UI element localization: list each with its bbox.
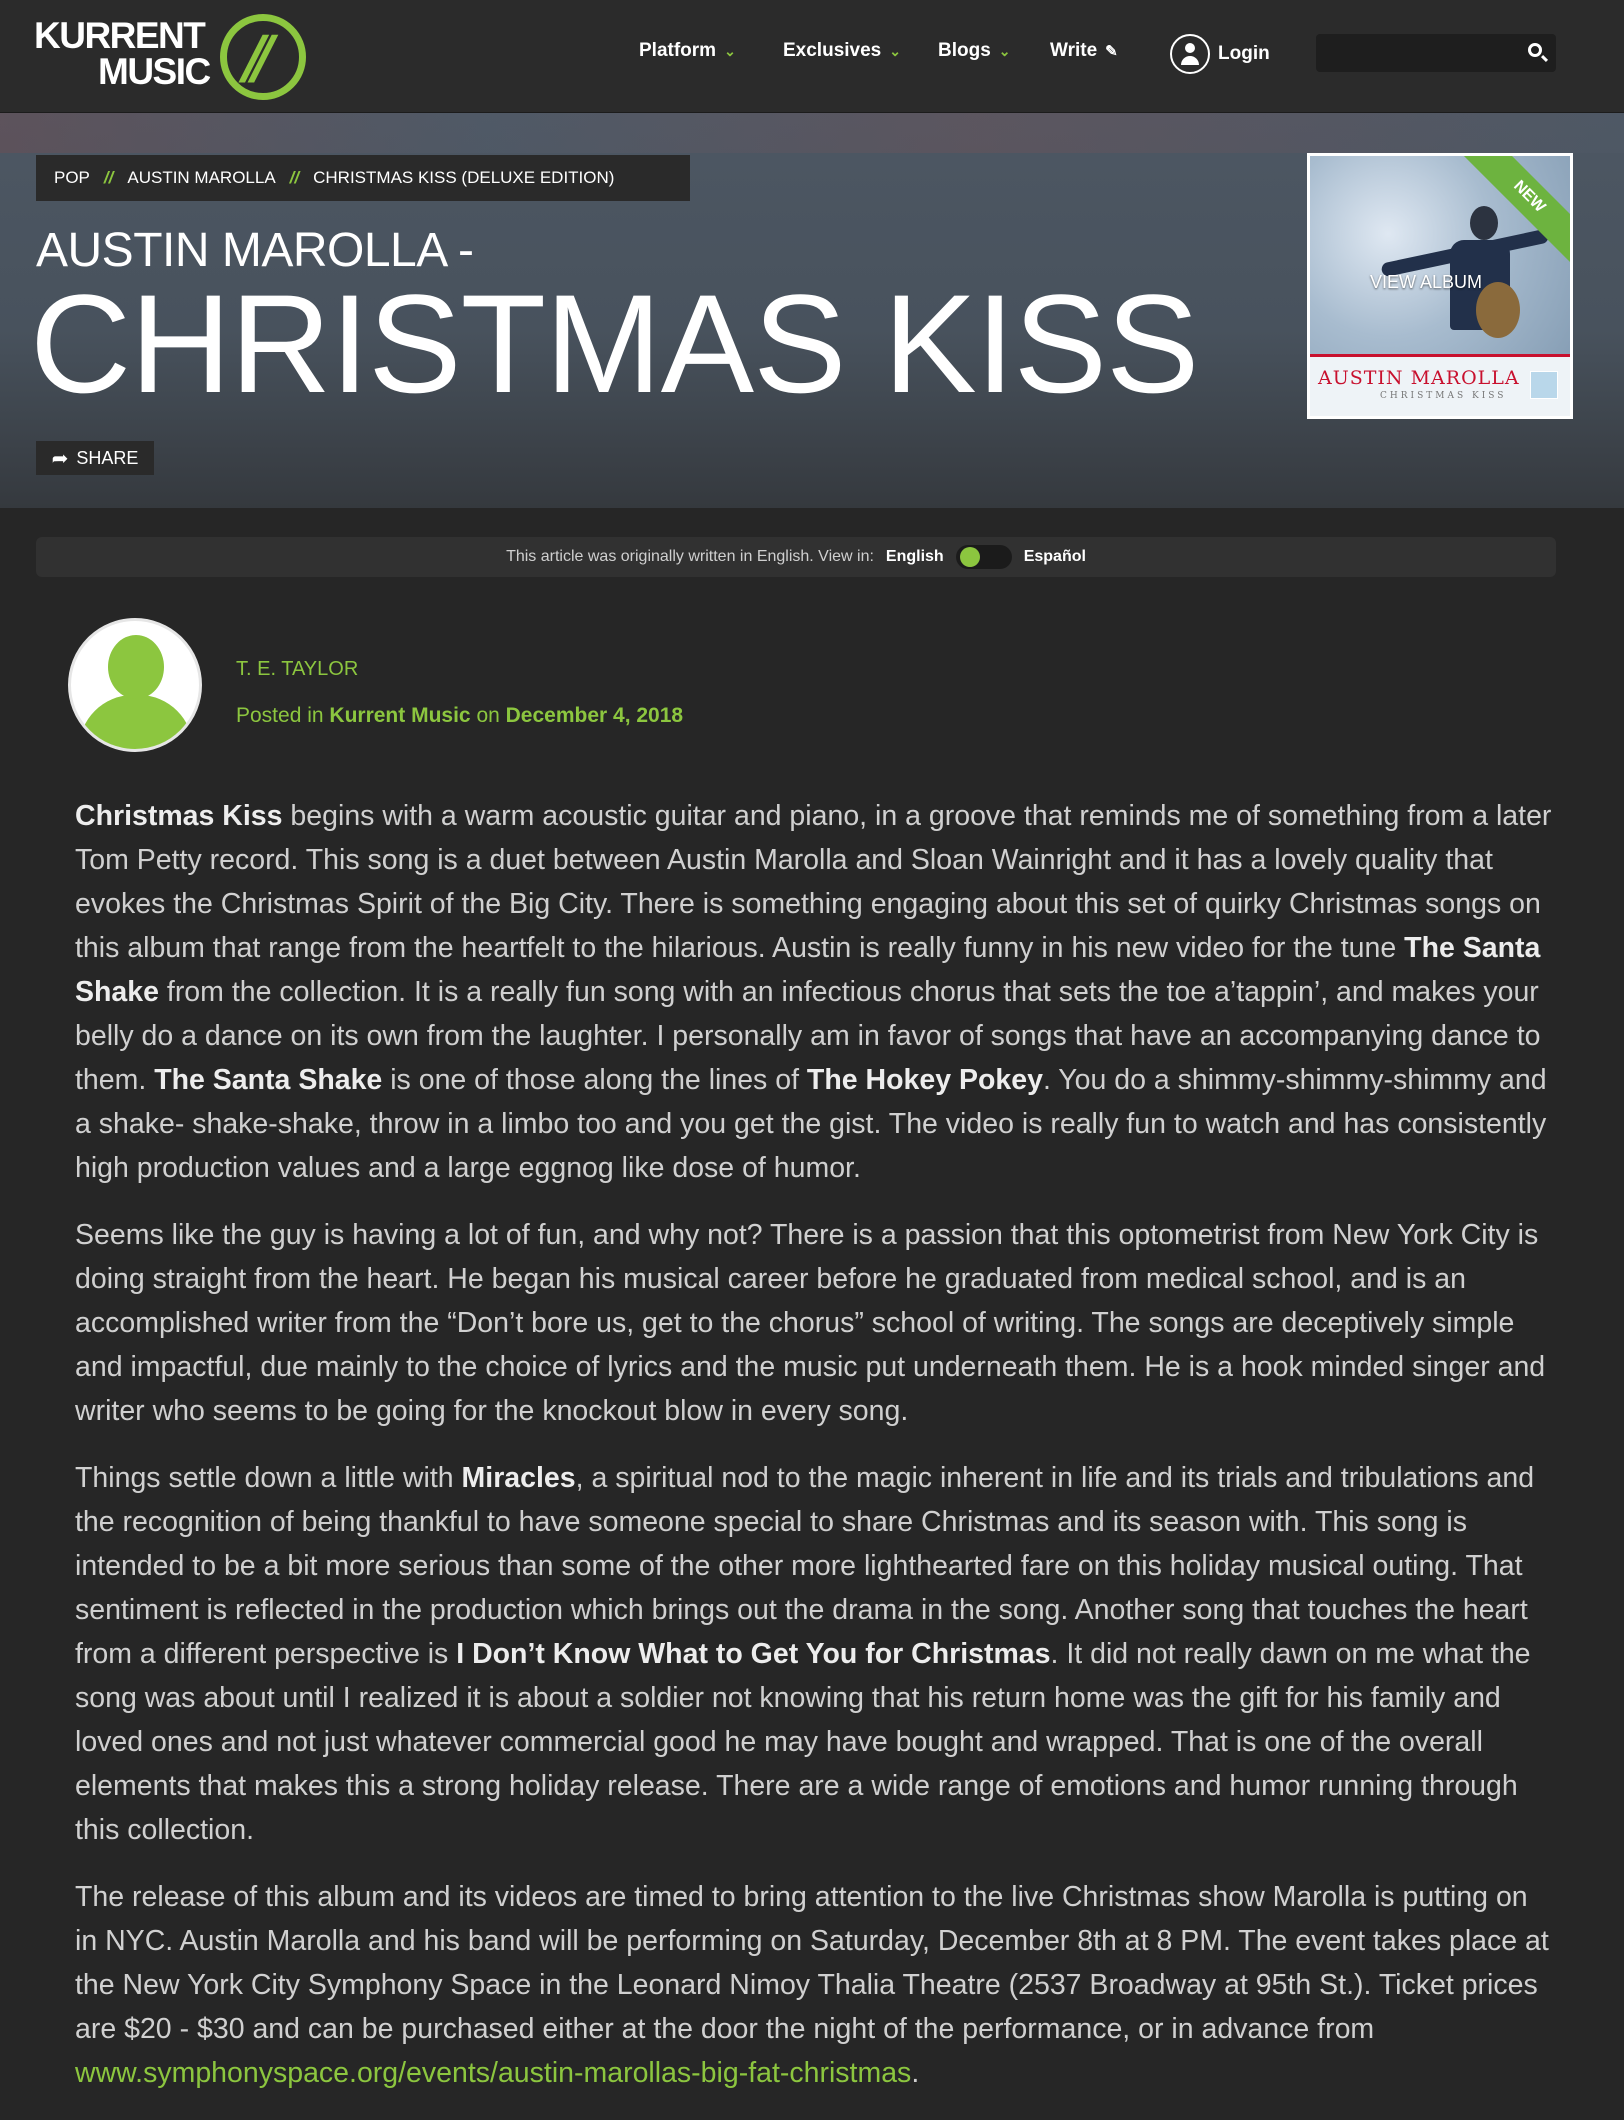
article-body xyxy=(75,794,1555,2118)
gift-icon xyxy=(1530,371,1558,399)
article-paragraph-3 xyxy=(75,1456,1555,1852)
breadcrumb-artist[interactable]: AUSTIN MAROLLA xyxy=(127,168,276,187)
nav-blogs[interactable] xyxy=(938,40,1011,62)
language-toggle[interactable] xyxy=(956,545,1012,569)
view-album-link[interactable]: VIEW ALBUM xyxy=(1370,272,1483,292)
language-bar xyxy=(36,537,1556,577)
share-label: SHARE xyxy=(76,447,139,468)
share-button[interactable] xyxy=(36,441,154,475)
paragraph-text: The release of this album and its videos are timed to bring attention to the live Christmas show Marolla is putting on in NYC. Austin Marolla and his band will be performing on Saturday, December 8th at 8 PM. The event takes place at the New York City Symphony Space in the Leonard Nimoy Thalia Theatre (2537 Broadway at 95th St.). Ticket prices are $20 - $30 and can be purchased either at the door the night of the performance, or in advance from xyxy=(75,1881,1549,2045)
post-date: December 4, 2018 xyxy=(505,704,684,727)
article-paragraph-2: Seems like the guy is having a lot of fun, and why not? There is a passion that this optometrist from New York City is doing straight from the heart. He began his musical career before he graduated from medical school, and is an accomplished writer from the “Don’t bore us, get to the chorus” school of writing. The songs are deceptively simple and impactful, due mainly to the choice of lyrics and the music put underneath them. He is a hook minded singer and writer who seems to be going for the knockout blow in every song. xyxy=(75,1219,1546,1427)
breadcrumb-separator: // xyxy=(289,168,300,187)
pencil-icon: ✎ xyxy=(1105,43,1118,60)
nav-write[interactable] xyxy=(1050,40,1118,62)
post-meta xyxy=(236,704,683,728)
category-link[interactable]: Kurrent Music xyxy=(329,704,471,727)
breadcrumb xyxy=(36,155,690,201)
new-badge: NEW xyxy=(1457,153,1573,269)
nav-exclusives[interactable] xyxy=(783,40,901,62)
search-box xyxy=(1316,34,1556,72)
logo-mark-text: // xyxy=(244,23,263,91)
kurrent-music-logo[interactable] xyxy=(34,14,306,100)
paragraph-text: . You do a shimmy-shimmy-shimmy and a shake- shake-shake, throw in a limbo too and you get the gist. The video is really fun to watch and has consistently high production values and a large eggnog like dose of humor. xyxy=(75,1064,1547,1184)
nav-write-label: Write xyxy=(1050,40,1098,61)
language-note: This article was originally written in English. View in: xyxy=(506,548,874,565)
paragraph-text: . xyxy=(911,2057,920,2089)
author-name[interactable]: T. E. TAYLOR xyxy=(236,658,359,680)
article-hero xyxy=(0,113,1624,508)
posted-prefix: Posted in xyxy=(236,704,324,727)
chevron-down-icon: ⌄ xyxy=(889,42,901,59)
song-title: Christmas Kiss xyxy=(75,800,283,832)
posted-on: on xyxy=(476,704,500,727)
logo-mark-icon xyxy=(220,14,306,100)
album-cover-artist: AUSTIN MAROLLA xyxy=(1318,367,1520,389)
article-artist-heading: AUSTIN MAROLLA - xyxy=(36,224,474,277)
paragraph-text: is one of those along the lines of xyxy=(382,1064,807,1096)
article-paragraph-1 xyxy=(75,794,1555,1190)
nav-blogs-label: Blogs xyxy=(938,40,991,61)
article-paragraph-4 xyxy=(75,1875,1555,2095)
song-title: Miracles xyxy=(461,1462,576,1494)
event-link[interactable]: www.symphonyspace.org/events/austin-marollas-big-fat-christmas xyxy=(75,2057,912,2089)
language-english[interactable]: English xyxy=(885,548,944,565)
logo-line-1: KURRENT xyxy=(34,15,205,56)
author-avatar[interactable] xyxy=(68,618,202,752)
language-spanish[interactable]: Español xyxy=(1023,548,1086,565)
paragraph-text: from the collection. It is a really fun song with an infectious chorus that sets the toe a’tappin’, and makes your belly do a dance on its own from the laughter. I personally am in favor of songs that have an accompanying dance to them. xyxy=(75,976,1541,1096)
album-cover[interactable] xyxy=(1307,153,1573,419)
album-cover-band xyxy=(1310,354,1570,419)
search-icon[interactable] xyxy=(1528,43,1542,57)
nav-platform-label: Platform xyxy=(639,40,717,61)
logo-wordmark xyxy=(34,15,210,92)
login-label: Login xyxy=(1218,43,1270,64)
paragraph-text: . It did not really dawn on me what the song was about until I realized it is about a soldier not knowing that his return home was the gift for his family and loved ones and not just whatever commercial good he may have bought and wrapped. That is one of the overall elements that makes this a strong holiday release. There are a wide range of emotions and humor running through this collection. xyxy=(75,1638,1531,1846)
chevron-down-icon: ⌄ xyxy=(724,42,736,59)
nav-exclusives-label: Exclusives xyxy=(783,40,882,61)
album-cover-title: CHRISTMAS KISS xyxy=(1380,391,1507,401)
nav-platform[interactable] xyxy=(639,40,736,62)
song-title: I Don’t Know What to Get You for Christmas xyxy=(456,1638,1051,1670)
paragraph-text: begins with a warm acoustic guitar and piano, in a groove that reminds me of something from a later Tom Petty record. This song is a duet between Austin Marolla and Sloan Wainright and it has a lovely quality that evokes the Christmas Spirit of the Big City. There is something engaging about this set of quirky Christmas songs on this album that range from the heartfelt to the hilarious. Austin is really funny in his new video for the tune xyxy=(75,800,1552,964)
paragraph-text: Things settle down a little with xyxy=(75,1462,462,1494)
top-navbar xyxy=(0,0,1624,113)
album-artist-photo xyxy=(1380,196,1550,346)
user-icon xyxy=(1170,34,1210,74)
user-silhouette-icon xyxy=(79,695,193,752)
song-title: The Santa Shake xyxy=(154,1064,383,1096)
song-title: The Hokey Pokey xyxy=(806,1064,1043,1096)
chevron-down-icon: ⌄ xyxy=(998,42,1011,59)
search-input[interactable] xyxy=(1316,34,1506,72)
breadcrumb-genre[interactable]: POP xyxy=(54,168,90,187)
paragraph-text: , a spiritual nod to the magic inherent in life and its trials and tribulations and the recognition of being thankful to have someone special to share Christmas and its season with. This song is intended to be a bit more serious than some of the other more lighthearted fare on this holiday musical outing. That sentiment is reflected in the production which brings out the drama in the song. Another song that touches the heart from a different perspective is xyxy=(75,1462,1535,1670)
breadcrumb-album[interactable]: CHRISTMAS KISS (DELUXE EDITION) xyxy=(313,168,615,187)
page-title: CHRISTMAS KISS xyxy=(30,265,1199,422)
share-arrow-icon: ➦ xyxy=(51,447,69,470)
logo-line-2: MUSIC xyxy=(98,51,210,92)
song-title: The Santa Shake xyxy=(75,932,1541,1008)
login-button[interactable] xyxy=(1170,34,1270,74)
breadcrumb-separator: // xyxy=(103,168,114,187)
